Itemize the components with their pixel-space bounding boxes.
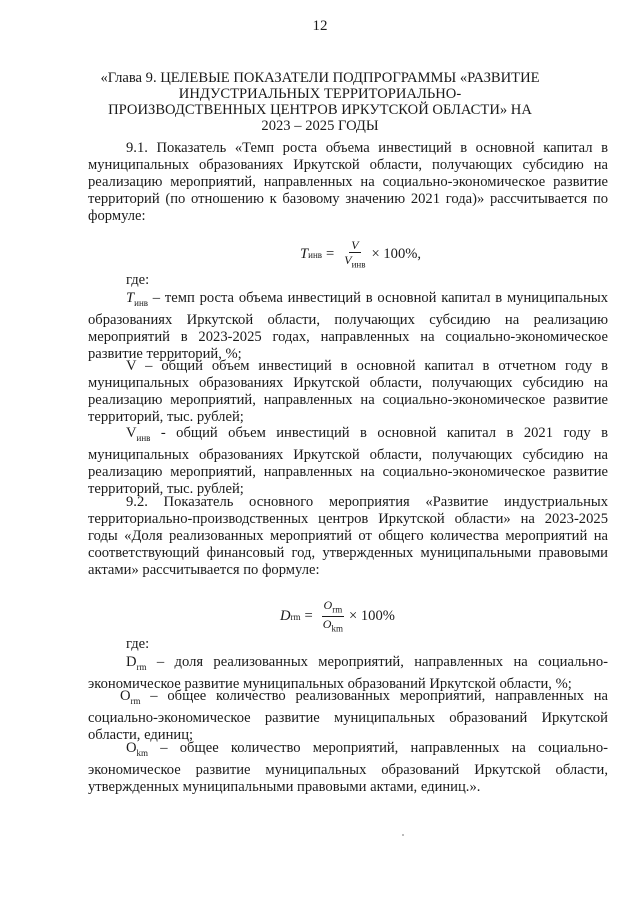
formula2-tail: × 100% [348, 608, 395, 625]
symbol-t-sub: инв [134, 297, 149, 308]
definition-o-km [88, 740, 608, 796]
formula2-fraction [321, 598, 345, 636]
symbol-t: T [126, 290, 135, 306]
chapter-title: «Глава 9. ЦЕЛЕВЫЕ ПОКАЗАТЕЛИ ПОДПРОГРАММЫ «РАЗВИТИЕ ИНДУСТРИАЛЬНЫХ ТЕРРИТОРИАЛЬНО-ПРОИЗВОДСТВЕННЫХ ЦЕНТРОВ ИРКУТСКОЙ ОБЛАСТИ» НА 2023 – 2025 ГОДЫ [100, 70, 540, 134]
formula-denominator: V [344, 253, 352, 267]
formula-denominator-sub: инв [351, 259, 366, 270]
symbol-o-rm-sub: rm [130, 695, 141, 706]
formula-tail: × 100%, [371, 246, 422, 263]
symbol-v-sub: инв [136, 432, 151, 443]
formula-lhs-sub: инв [308, 249, 323, 260]
formula2-numerator: O [323, 598, 333, 612]
where-label-2: где: [126, 636, 150, 652]
formula2-lhs-sub: rm [290, 611, 301, 622]
formula2-equals: = [304, 608, 313, 625]
definition-o-km-text: – общее количество мероприятий, направленных на социально-экономическое развитие муниципальных образований Иркутской области, утвержденных муниципальными правовыми актами, единиц.». [88, 740, 608, 795]
symbol-d-sub: rm [136, 661, 147, 672]
formula-t-inv [300, 238, 421, 271]
formula2-denominator-sub: km [331, 623, 343, 634]
definition-d-rm-text: – доля реализованных мероприятий, направленных на социально-экономическое развитие муниципальных образований Иркутской области, %; [88, 654, 608, 692]
formula2-lhs: D [280, 608, 291, 625]
formula2-numerator-sub: rm [332, 604, 343, 615]
scan-speck [402, 834, 404, 836]
definition-v-inv-text: - общий объем инвестиций в основной капитал в 2021 году в муниципальных образованиях Иркутской области, получающих субсидию на реализацию мероприятий, направленных на социально-экономическое развитие территорий, тыс. рублей; [88, 425, 608, 497]
where-label-1: где: [126, 272, 150, 288]
symbol-o-km-sub: km [136, 747, 149, 758]
formula-fraction [342, 238, 367, 271]
definition-v-inv [88, 425, 608, 498]
symbol-d: D [126, 654, 137, 670]
formula-numerator: V [351, 238, 359, 252]
symbol-v: V [126, 425, 137, 441]
formula-lhs: T [300, 246, 309, 263]
page-number: 12 [312, 18, 328, 34]
paragraph-9-2: 9.2. Показатель основного мероприятия «Развитие индустриальных территориально-производственных центров Иркутской области» на 2023-2025 годы «Доля реализованных мероприятий от общего количества мероприятий на соответствующий финансовый год, утвержденных муниципальными правовыми актами» рассчитывается по формуле: [88, 494, 608, 578]
formula-equals: = [326, 246, 335, 263]
definition-t-inv [88, 290, 608, 363]
formula2-denominator: O [322, 617, 332, 632]
definition-t-text: – темп роста объема инвестиций в основной капитал в муниципальных образованиях Иркутской области, получающих субсидию на реализацию мероприятий в 2023-2025 годах, направленных на социально-экономическое развитие территорий, %; [88, 290, 608, 362]
definition-o-rm [88, 688, 608, 744]
formula-d-rm [280, 598, 395, 636]
symbol-o-rm: O [120, 688, 131, 704]
definition-o-rm-text: – общее количество реализованных мероприятий, направленных на социально-экономическое развитие муниципальных образований Иркутской области, единиц; [88, 688, 608, 743]
paragraph-9-1: 9.1. Показатель «Темп роста объема инвестиций в основной капитал в муниципальных образованиях Иркутской области, получающих субсидию на реализацию мероприятий, направленных на социально-экономическое развитие территорий (по отношению к базовому значению 2021 года)» рассчитывается по формуле: [88, 140, 608, 224]
definition-v: V – общий объем инвестиций в основной капитал в отчетном году в муниципальных образованиях Иркутской области, получающих субсидию на реализацию мероприятий, направленных на социально-экономическое развитие территорий, тыс. рублей; [88, 358, 608, 425]
symbol-o-km: O [126, 740, 137, 756]
